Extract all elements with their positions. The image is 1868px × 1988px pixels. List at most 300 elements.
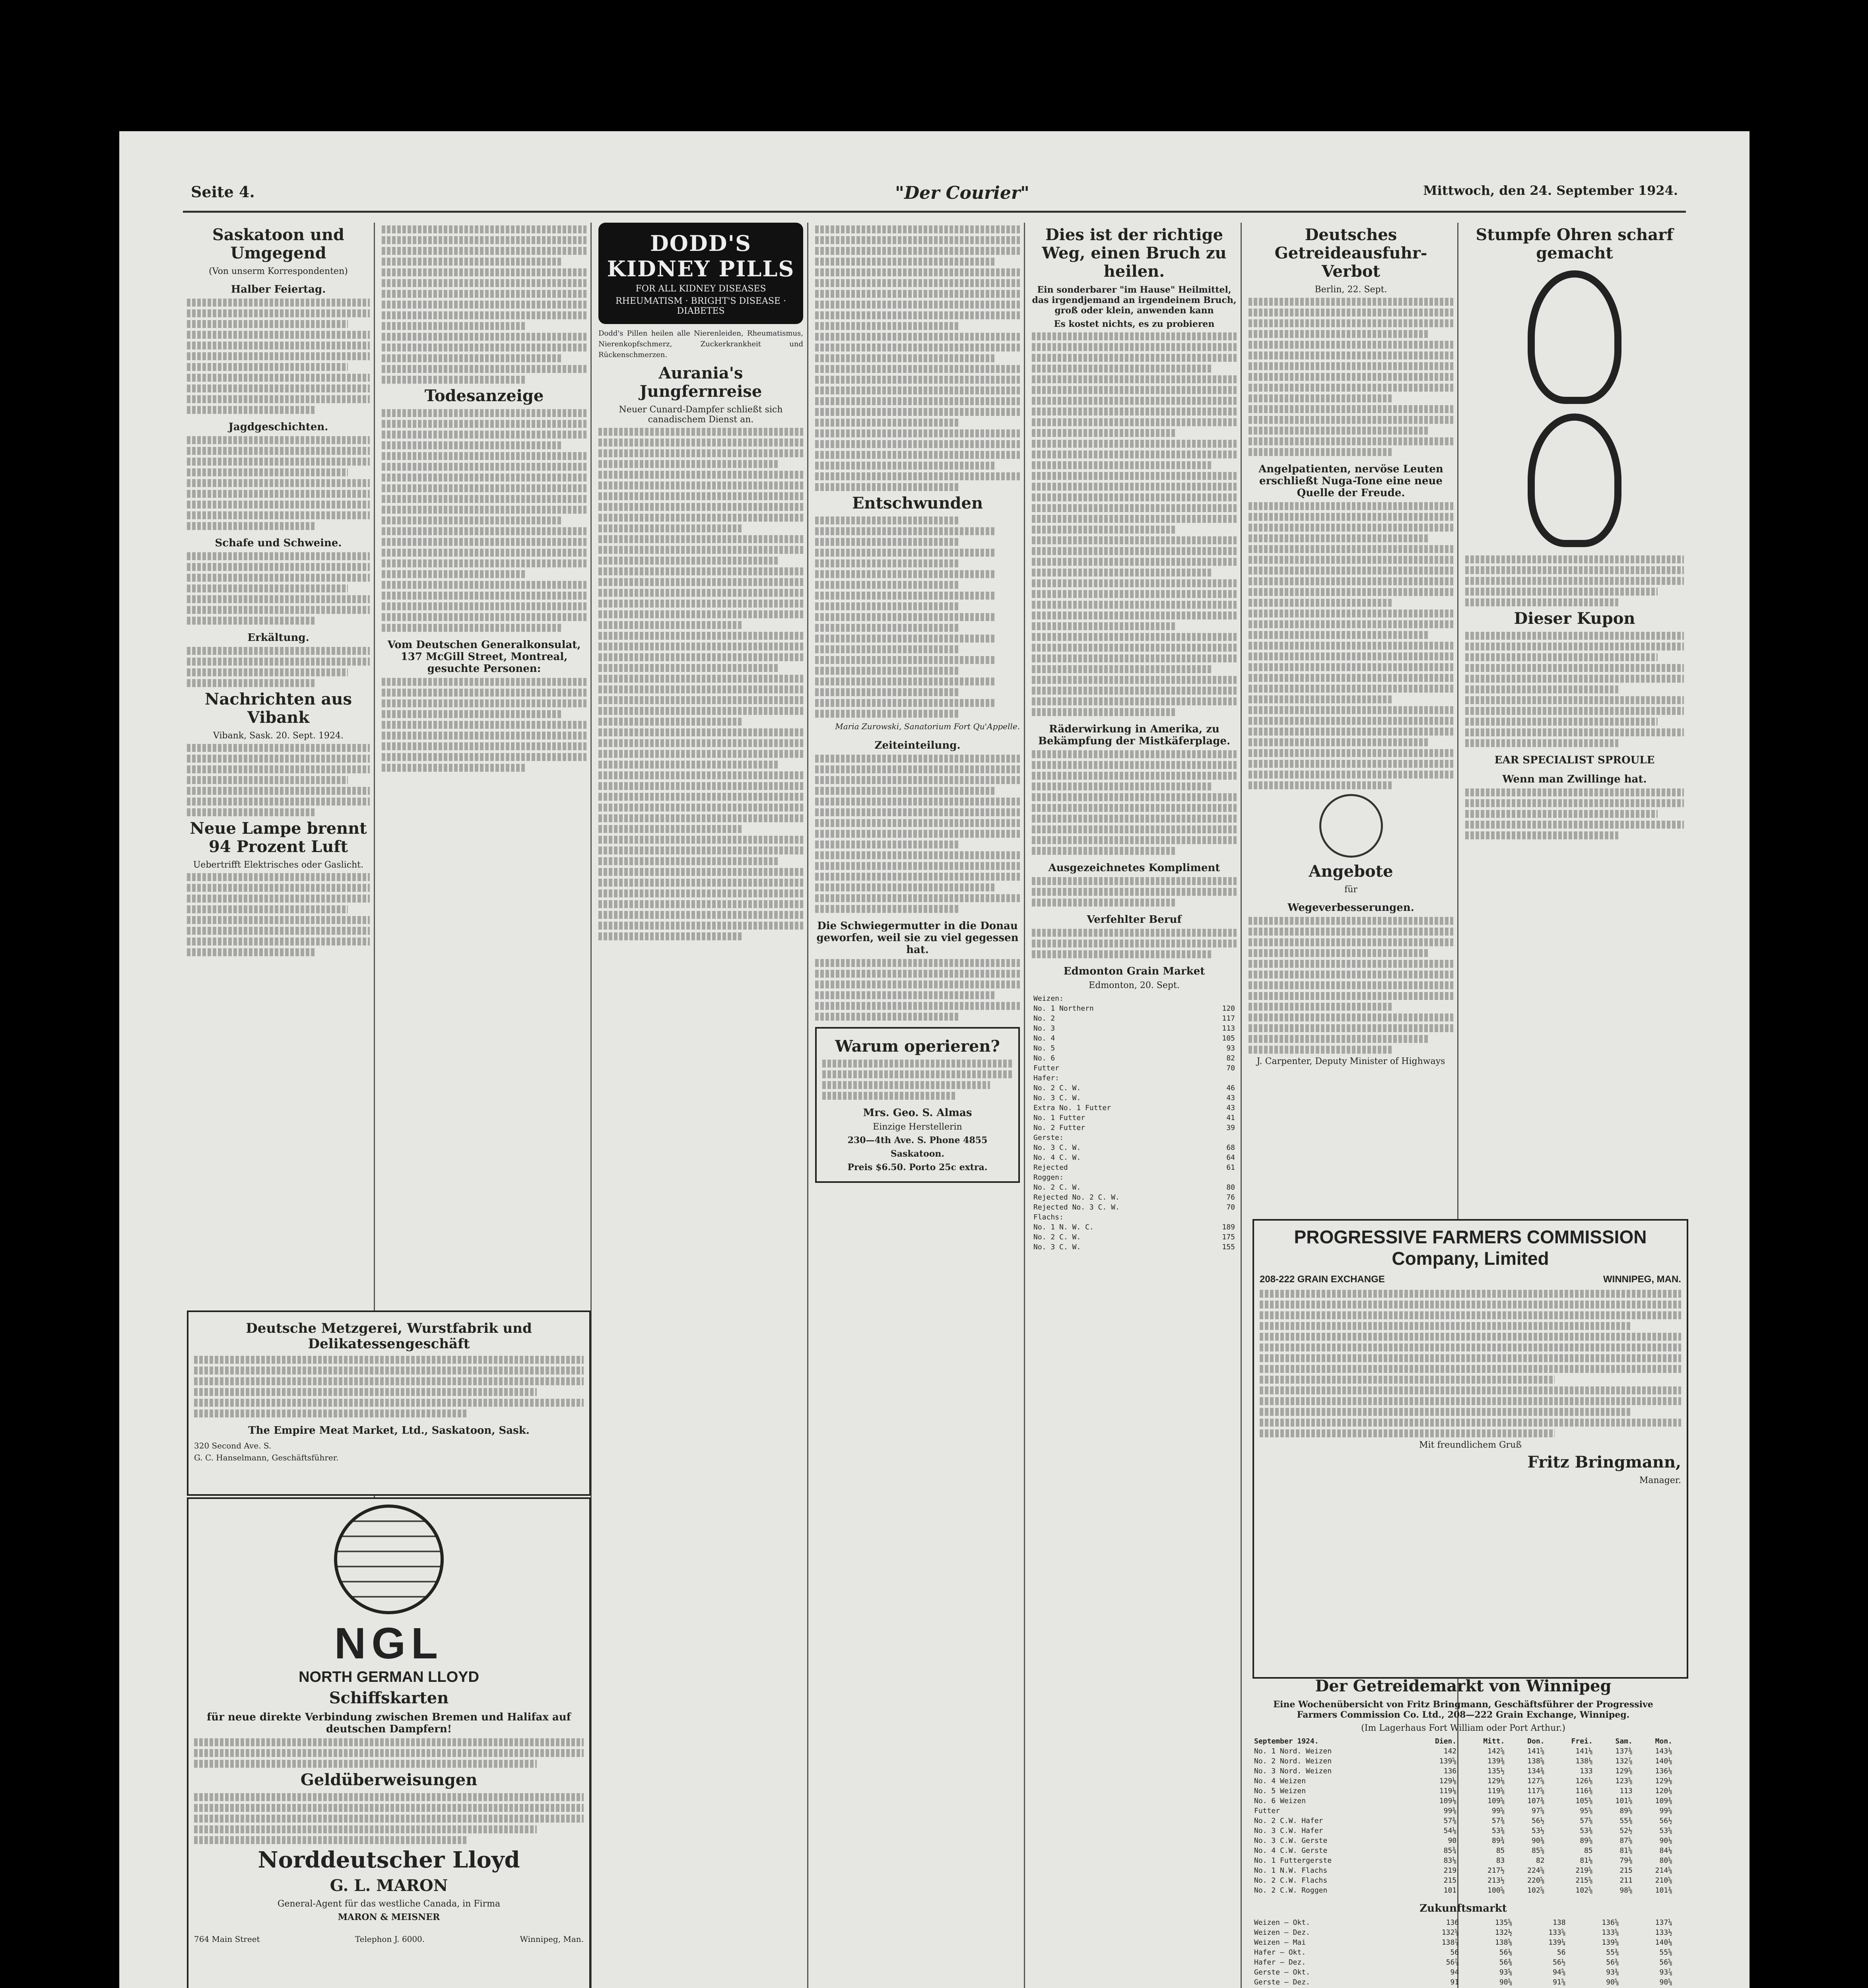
table-cell: 141⅛: [1575, 1747, 1593, 1755]
table-cell: 142: [1443, 1747, 1457, 1755]
table-header-cell: Sam.: [1615, 1737, 1633, 1745]
section-title: Zeiteinteilung.: [874, 740, 961, 751]
table-cell: 99⅝: [1491, 1807, 1505, 1815]
table-cell: 55⅜: [1619, 1817, 1633, 1825]
table-row: [1252, 1746, 1674, 1756]
market-title: Edmonton Grain Market: [1063, 965, 1205, 977]
winnipeg-market: [1252, 1674, 1674, 1988]
table-cell: 137⅜: [1615, 1747, 1633, 1755]
ad-caption: Dodd's Pillen heilen alle Nierenleiden, Rheumatismus, Nierenkopfschmerz, Zuckerkrankheit und Rückenschmerzen.: [598, 329, 803, 359]
poem-author: Maria Zurowski, Sanatorium Fort Qu'Appelle.: [835, 722, 1020, 731]
table-cell: 143⅛: [1655, 1747, 1672, 1755]
table-cell: 70: [1226, 1064, 1235, 1072]
table-cell: 53⅜: [1491, 1827, 1505, 1835]
market-title: Der Getreidemarkt von Winnipeg: [1315, 1677, 1612, 1695]
table-cell: 113: [1222, 1024, 1235, 1033]
table-cell: 76: [1226, 1193, 1235, 1202]
table-row: [1252, 1766, 1674, 1776]
table-row: [1252, 1885, 1674, 1895]
table-cell: 127⅝: [1527, 1777, 1545, 1785]
table-cell: 129⅛: [1439, 1777, 1457, 1785]
table-row: [1252, 1776, 1674, 1786]
table-cell: No. 3 C.W. Gerste: [1254, 1837, 1328, 1845]
page-number: Seite 4.: [191, 183, 255, 201]
table-cell: 139⅝: [1602, 1938, 1619, 1947]
table-row: [1032, 1013, 1237, 1023]
table-cell: 52½: [1619, 1827, 1633, 1835]
article-headline: Todesanzeige: [424, 386, 544, 405]
ad-price: Preis $6.50. Porto 25c extra.: [847, 1162, 988, 1173]
table-cell: Gerste — Dez.: [1254, 1978, 1310, 1986]
ad-title-2: Company, Limited: [1392, 1248, 1549, 1269]
table-cell: 93⅜: [1606, 1968, 1619, 1976]
table-cell: No. 5: [1033, 1044, 1055, 1052]
section-title: Die Schwiegermutter in die Donau geworfen, weil sie zu viel gegessen hat.: [816, 920, 1019, 956]
table-cell: 102⅝: [1527, 1886, 1545, 1895]
table-row: [1252, 1806, 1674, 1816]
ad-heading: Norddeutscher Lloyd: [258, 1847, 520, 1873]
agent-name: G. L. MARON: [330, 1876, 448, 1895]
ad-greeting: Mit freundlichem Gruß: [1419, 1440, 1522, 1450]
table-cell: 117⅝: [1527, 1787, 1545, 1795]
table-row: [1032, 1242, 1237, 1252]
table-cell: 84⅛: [1659, 1846, 1672, 1855]
ad-signature: Fritz Bringmann,: [1527, 1453, 1681, 1472]
ad-city: WINNIPEG, MAN.: [1603, 1274, 1681, 1285]
table-cell: 132⅞: [1615, 1757, 1633, 1765]
table-cell: 82: [1226, 1054, 1235, 1062]
table-row: [1252, 1796, 1674, 1806]
table-row: [1252, 1957, 1674, 1967]
table-cell: 94⅝: [1553, 1968, 1566, 1976]
table-cell: 101: [1443, 1886, 1457, 1895]
section-title: Halber Feiertag.: [231, 283, 326, 295]
table-row: [1032, 1103, 1237, 1113]
table-cell: 57⅜: [1491, 1817, 1505, 1825]
futures-title: Zukunftsmarkt: [1419, 1903, 1507, 1914]
table-cell: 41: [1226, 1114, 1235, 1122]
table-cell: 80⅝: [1659, 1856, 1672, 1865]
table-cell: 85: [1496, 1846, 1505, 1855]
table-cell: 138⅝: [1495, 1938, 1513, 1947]
ad-company: NORTH GERMAN LLOYD: [299, 1669, 479, 1685]
table-cell: No. 3: [1033, 1024, 1055, 1033]
table-cell: Rejected: [1033, 1163, 1068, 1172]
table-cell: 134⅜: [1527, 1767, 1545, 1775]
table-cell: 129⅝: [1615, 1767, 1633, 1775]
header-rule: [183, 211, 1686, 213]
table-cell: 56: [1557, 1948, 1566, 1957]
coupon-title: Dieser Kupon: [1514, 609, 1635, 628]
table-cell: 132⅝: [1441, 1928, 1459, 1937]
table-cell: 135⅝: [1495, 1918, 1513, 1927]
table-row: [1032, 1033, 1237, 1043]
ad-band: FOR ALL KIDNEY DISEASES: [635, 284, 766, 294]
table-row: [1252, 1786, 1674, 1796]
north-german-lloyd-ad: [187, 1497, 591, 1988]
table-header-cell: Mon.: [1655, 1737, 1672, 1745]
table-row: [1032, 1043, 1237, 1053]
table-cell: 90⅝: [1606, 1978, 1619, 1986]
market-subtitle-2: (Im Lagerhaus Fort William oder Port Arthur.): [1361, 1723, 1565, 1733]
table-cell: 99⅜: [1443, 1807, 1457, 1815]
table-cell: 56⅝: [1659, 1958, 1672, 1967]
table-cell: 120⅛: [1655, 1787, 1672, 1795]
table-cell: 56⅜: [1499, 1958, 1513, 1967]
table-cell: 138⅝: [1527, 1757, 1545, 1765]
table-cell: [1205, 1212, 1237, 1222]
notice-for: für: [1344, 885, 1357, 895]
table-cell: 90⅝: [1499, 1978, 1513, 1986]
notice-headline: Angebote: [1309, 862, 1393, 881]
table-row: [1032, 1143, 1237, 1153]
table-row: [1032, 1113, 1237, 1123]
column-4: [815, 223, 1020, 1988]
table-cell: Futter: [1254, 1807, 1280, 1815]
table-cell: 56⅜: [1606, 1958, 1619, 1967]
table-cell: 81⅛: [1580, 1856, 1593, 1865]
table-cell: Gerste — Okt.: [1254, 1968, 1310, 1976]
table-cell: No. 2 C. W.: [1033, 1183, 1081, 1192]
dateline: Berlin, 22. Sept.: [1315, 285, 1387, 295]
table-cell: 81⅝: [1619, 1846, 1633, 1855]
table-cell: 56⅞: [1446, 1958, 1459, 1967]
ad-name: Mrs. Geo. S. Almas: [863, 1107, 972, 1119]
ad-title: PROGRESSIVE FARMERS COMMISSION: [1294, 1227, 1647, 1247]
table-cell: 85¾: [1443, 1846, 1457, 1855]
table-cell: 79⅜: [1619, 1856, 1633, 1865]
table-cell: 129⅛: [1655, 1777, 1672, 1785]
table-cell: 116⅜: [1575, 1787, 1593, 1795]
edmonton-market-table: [1032, 994, 1237, 1252]
seal-icon: [1319, 794, 1383, 858]
dateline: Vibank, Sask. 20. Sept. 1924.: [213, 731, 344, 741]
article-subhead: Neuer Cunard-Dampfer schließt sich canadischem Dienst an.: [619, 405, 783, 425]
article-headline: Nachrichten aus Vibank: [204, 690, 352, 727]
table-cell: No. 1 Northern: [1033, 1004, 1094, 1013]
column-5: [1032, 223, 1237, 1988]
article-headline: Dies ist der richtige Weg, einen Bruch zu heilen.: [1042, 225, 1227, 281]
ad-city: Saskatoon.: [890, 1149, 945, 1159]
table-cell: No. 4 C.W. Gerste: [1254, 1846, 1328, 1855]
table-header-cell: Dien.: [1435, 1737, 1457, 1745]
table-cell: No. 4: [1033, 1034, 1055, 1043]
ad-brand: DODD'S: [650, 231, 752, 256]
table-cell: 55⅝: [1659, 1948, 1672, 1957]
table-row: [1032, 1053, 1237, 1063]
section-title: Ausgezeichnetes Kompliment: [1048, 862, 1220, 874]
table-row: [1252, 1947, 1674, 1957]
table-cell: 64: [1226, 1153, 1235, 1162]
table-cell: 56½: [1531, 1817, 1545, 1825]
table-cell: 215⅝: [1575, 1876, 1593, 1885]
table-row: [1032, 994, 1237, 1004]
table-cell: 105: [1222, 1034, 1235, 1043]
table-cell: 105⅝: [1575, 1797, 1593, 1805]
table-cell: 54⅛: [1443, 1827, 1457, 1835]
table-row: [1032, 1073, 1237, 1083]
table-cell: Weizen:: [1033, 994, 1064, 1003]
table-cell: 82: [1536, 1856, 1545, 1865]
table-cell: 136: [1446, 1918, 1459, 1927]
table-cell: 139⅜: [1487, 1757, 1505, 1765]
article-subhead: Ein sonderbarer "im Hause" Heilmittel, das irgendjemand an irgendeinem Bruch, groß oder klein, anwenden kann: [1032, 285, 1237, 316]
agent-description: General-Agent für das westliche Canada, in Firma: [277, 1899, 501, 1909]
table-header-row: [1252, 1736, 1674, 1746]
table-row: [1032, 1192, 1237, 1202]
ad-address: 764 Main Street: [194, 1934, 260, 1944]
table-cell: 93⅝: [1499, 1968, 1513, 1976]
ad-title: Warum operieren?: [835, 1037, 1000, 1056]
table-cell: 135½: [1487, 1767, 1505, 1775]
table-cell: 89¾: [1491, 1837, 1505, 1845]
section-title: Vom Deutschen Generalkonsulat, 137 McGill Street, Montreal, gesuchte Personen:: [387, 639, 581, 675]
table-cell: Rejected No. 3 C. W.: [1033, 1203, 1120, 1211]
table-cell: 211: [1619, 1876, 1633, 1885]
notice-subhead: Wegeverbesserungen.: [1287, 902, 1414, 914]
table-cell: 46: [1226, 1084, 1235, 1092]
table-row: [1252, 1836, 1674, 1846]
table-cell: 133⅝: [1602, 1928, 1619, 1937]
table-cell: 91⅝: [1553, 1978, 1566, 1986]
table-cell: 93⅞: [1659, 1968, 1672, 1976]
ngl-logo: NGL: [334, 1619, 444, 1668]
column-3: [598, 223, 803, 1988]
table-cell: 107⅜: [1527, 1797, 1545, 1805]
table-cell: 215: [1443, 1876, 1457, 1885]
column-divider: [1241, 223, 1242, 1988]
table-cell: 220⅝: [1527, 1876, 1545, 1885]
table-cell: 57⅝: [1580, 1817, 1593, 1825]
table-cell: 217½: [1487, 1866, 1505, 1875]
table-cell: No. 1 Futter: [1033, 1114, 1085, 1122]
table-cell: 155: [1222, 1243, 1235, 1251]
section-title: Wenn man Zwillinge hat.: [1502, 773, 1647, 785]
table-cell: No. 2 C. W.: [1033, 1233, 1081, 1241]
globe-icon: [334, 1505, 444, 1614]
table-cell: No. 1 N.W. Flachs: [1254, 1866, 1328, 1875]
ad-heading: Schiffskarten: [329, 1689, 449, 1707]
column-divider: [1024, 223, 1025, 1988]
table-cell: Flachs:: [1033, 1213, 1064, 1221]
ad-company: Einzige Herstellerin: [873, 1122, 962, 1132]
table-cell: Weizen — Mai: [1254, 1938, 1306, 1947]
table-cell: 214⅝: [1655, 1866, 1672, 1875]
table-row: [1032, 1202, 1237, 1212]
table-cell: 133: [1580, 1767, 1593, 1775]
table-row: [1252, 1756, 1674, 1766]
table-cell: 138⅛: [1575, 1757, 1593, 1765]
table-cell: 132½: [1495, 1928, 1513, 1937]
table-cell: 136⅛: [1655, 1767, 1672, 1775]
article-headline: Neue Lampe brennt 94 Prozent Luft: [190, 819, 367, 856]
table-row: [1252, 1826, 1674, 1836]
table-cell: No. 5 Weizen: [1254, 1787, 1306, 1795]
article-headline: Saskatoon und Umgegend: [212, 225, 344, 262]
table-cell: Hafer:: [1033, 1074, 1060, 1082]
winnipeg-cash-table: [1252, 1736, 1674, 1895]
column-divider: [807, 223, 808, 1988]
table-cell: 133½: [1655, 1928, 1672, 1937]
table-cell: 57⅜: [1443, 1817, 1457, 1825]
kidney-pills-ad: [598, 223, 803, 324]
table-row: [1032, 1163, 1237, 1173]
table-cell: 53⅝: [1659, 1827, 1672, 1835]
butcher-ad: [187, 1310, 591, 1496]
table-row: [1252, 1875, 1674, 1885]
table-cell: No. 2 C.W. Roggen: [1254, 1886, 1328, 1895]
table-cell: 101⅜: [1655, 1886, 1672, 1895]
issue-date: Mittwoch, den 24. September 1924.: [1423, 183, 1678, 198]
table-cell: [1205, 994, 1237, 1004]
table-row: [1032, 1153, 1237, 1163]
table-cell: 90: [1448, 1837, 1457, 1845]
table-cell: 136: [1443, 1767, 1457, 1775]
table-row: [1252, 1928, 1674, 1938]
column-7: [1465, 223, 1684, 1205]
table-cell: No. 1 Nord. Weizen: [1254, 1747, 1332, 1755]
table-row: [1032, 1182, 1237, 1192]
ad-company: The Empire Meat Market, Ltd., Saskatoon, Sask.: [248, 1425, 530, 1437]
table-cell: 136⅝: [1602, 1918, 1619, 1927]
table-cell: 142⅝: [1487, 1747, 1505, 1755]
table-row: [1032, 1083, 1237, 1093]
table-cell: 95⅝: [1580, 1807, 1593, 1815]
table-cell: Hafer — Okt.: [1254, 1948, 1306, 1957]
table-header-cell: Frei.: [1571, 1737, 1593, 1745]
market-date: Edmonton, 20. Sept.: [1089, 980, 1180, 990]
table-cell: 91: [1450, 1978, 1459, 1986]
table-cell: 55⅜: [1606, 1948, 1619, 1957]
table-cell: 89⅝: [1580, 1837, 1593, 1845]
table-cell: Futter: [1033, 1064, 1060, 1072]
table-cell: [1205, 1173, 1237, 1182]
table-cell: 85: [1584, 1846, 1593, 1855]
table-cell: 39: [1226, 1124, 1235, 1132]
table-cell: No. 2 C.W. Flachs: [1254, 1876, 1328, 1885]
table-row: [1252, 1856, 1674, 1866]
table-row: [1032, 1093, 1237, 1103]
table-cell: 117: [1222, 1014, 1235, 1023]
winnipeg-futures-table: [1252, 1918, 1674, 1988]
table-cell: No. 1 Futtergerste: [1254, 1856, 1332, 1865]
table-cell: 101⅝: [1615, 1797, 1633, 1805]
table-row: [1032, 1023, 1237, 1033]
newspaper-page: [119, 131, 1750, 1988]
table-cell: 68: [1226, 1143, 1235, 1152]
table-cell: 94: [1450, 1968, 1459, 1976]
table-header-cell: Mitt.: [1483, 1737, 1505, 1745]
table-cell: 120: [1222, 1004, 1235, 1013]
table-cell: 133⅝: [1548, 1928, 1566, 1937]
table-cell: No. 6 Weizen: [1254, 1797, 1306, 1805]
table-cell: 139¼: [1548, 1938, 1566, 1947]
article-subhead: Uebertrifft Elektrisches oder Gaslicht.: [193, 860, 364, 870]
table-cell: 210⅝: [1655, 1876, 1672, 1885]
table-cell: 90⅜: [1531, 1837, 1545, 1845]
ad-product: KIDNEY PILLS: [607, 256, 795, 282]
table-cell: 175: [1222, 1233, 1235, 1241]
section-title: Schafe und Schweine.: [215, 537, 342, 549]
table-cell: No. 4 Weizen: [1254, 1777, 1306, 1785]
section-title: Angelpatienten, nervöse Leuten erschließt Nuga-Tone eine neue Quelle der Freude.: [1258, 463, 1443, 499]
table-cell: 83: [1496, 1856, 1505, 1865]
table-cell: 138⅞: [1441, 1938, 1459, 1947]
table-cell: No. 2 Futter: [1033, 1124, 1085, 1132]
article-headline: Entschwunden: [852, 494, 983, 513]
table-header-cell: Don.: [1527, 1737, 1545, 1745]
table-cell: 215: [1619, 1866, 1633, 1875]
table-row: [1032, 1222, 1237, 1232]
table-cell: 189: [1222, 1223, 1235, 1231]
table-cell: 97⅝: [1531, 1807, 1545, 1815]
table-cell: No. 3 C. W.: [1033, 1094, 1081, 1102]
table-cell: 109⅝: [1487, 1797, 1505, 1805]
ad-phone: Telephon J. 6000.: [355, 1934, 425, 1944]
table-header-cell: September 1924.: [1254, 1737, 1319, 1745]
section-title: Verfehlter Beruf: [1087, 914, 1182, 926]
paper-title: "Der Courier": [895, 183, 1029, 203]
table-cell: 100⅝: [1487, 1886, 1505, 1895]
table-row: [1032, 1173, 1237, 1182]
table-cell: 138: [1553, 1918, 1566, 1927]
table-cell: 140⅛: [1655, 1757, 1672, 1765]
section-title: Erkältung.: [247, 632, 309, 644]
table-cell: 56½: [1659, 1817, 1672, 1825]
notice-signature: J. Carpenter, Deputy Minister of Highways: [1256, 1056, 1445, 1066]
table-cell: Hafer — Dez.: [1254, 1958, 1306, 1967]
ad-sub: RHEUMATISM · BRIGHT'S DISEASE · DIABETES: [616, 296, 786, 316]
table-cell: No. 2: [1033, 1014, 1055, 1023]
ad-heading: Geldüberweisungen: [300, 1771, 478, 1789]
article-subhead: Es kostet nichts, es zu probieren: [1054, 319, 1215, 329]
table-cell: 89⅝: [1619, 1807, 1633, 1815]
table-cell: No. 3 C. W.: [1033, 1143, 1081, 1152]
table-cell: 113: [1619, 1787, 1633, 1795]
table-cell: 119⅝: [1487, 1787, 1505, 1795]
table-cell: 123⅝: [1615, 1777, 1633, 1785]
market-subtitle: Eine Wochenübersicht von Fritz Bringmann, Geschäftsführer der Progressive Farmers Commission Co. Ltd., 208—222 Grain Exchange, Winnipeg.: [1273, 1699, 1653, 1720]
table-cell: Roggen:: [1033, 1173, 1064, 1182]
ad-city: Winnipeg, Man.: [520, 1934, 584, 1944]
table-cell: 219: [1443, 1866, 1457, 1875]
table-cell: No. 2 C. W.: [1033, 1084, 1081, 1092]
table-cell: Rejected No. 2 C. W.: [1033, 1193, 1120, 1202]
ad-address: 208-222 GRAIN EXCHANGE: [1260, 1274, 1385, 1285]
ear-icon: [1528, 270, 1621, 404]
article-headline: Deutsches Getreideausfuhr-Verbot: [1274, 225, 1427, 281]
table-cell: 43: [1226, 1094, 1235, 1102]
table-cell: 56: [1450, 1948, 1459, 1957]
ad-manager: G. C. Hanselmann, Geschäftsführer.: [194, 1453, 339, 1463]
table-cell: [1205, 1133, 1237, 1143]
table-cell: 61: [1226, 1163, 1235, 1172]
table-cell: 137¼: [1655, 1918, 1672, 1927]
table-row: [1252, 1967, 1674, 1977]
table-cell: 53½: [1531, 1827, 1545, 1835]
table-cell: No. 1 N. W. C.: [1033, 1223, 1094, 1231]
table-cell: 56½: [1553, 1958, 1566, 1967]
table-row: [1252, 1918, 1674, 1928]
table-cell: No. 3 C. W.: [1033, 1243, 1081, 1251]
table-cell: 56⅛: [1499, 1948, 1513, 1957]
table-cell: 129⅛: [1487, 1777, 1505, 1785]
table-cell: 224⅝: [1527, 1866, 1545, 1875]
table-cell: 139⅝: [1439, 1757, 1457, 1765]
table-cell: 53⅜: [1580, 1827, 1593, 1835]
table-cell: 102⅝: [1575, 1886, 1593, 1895]
table-cell: 87⅝: [1619, 1837, 1633, 1845]
